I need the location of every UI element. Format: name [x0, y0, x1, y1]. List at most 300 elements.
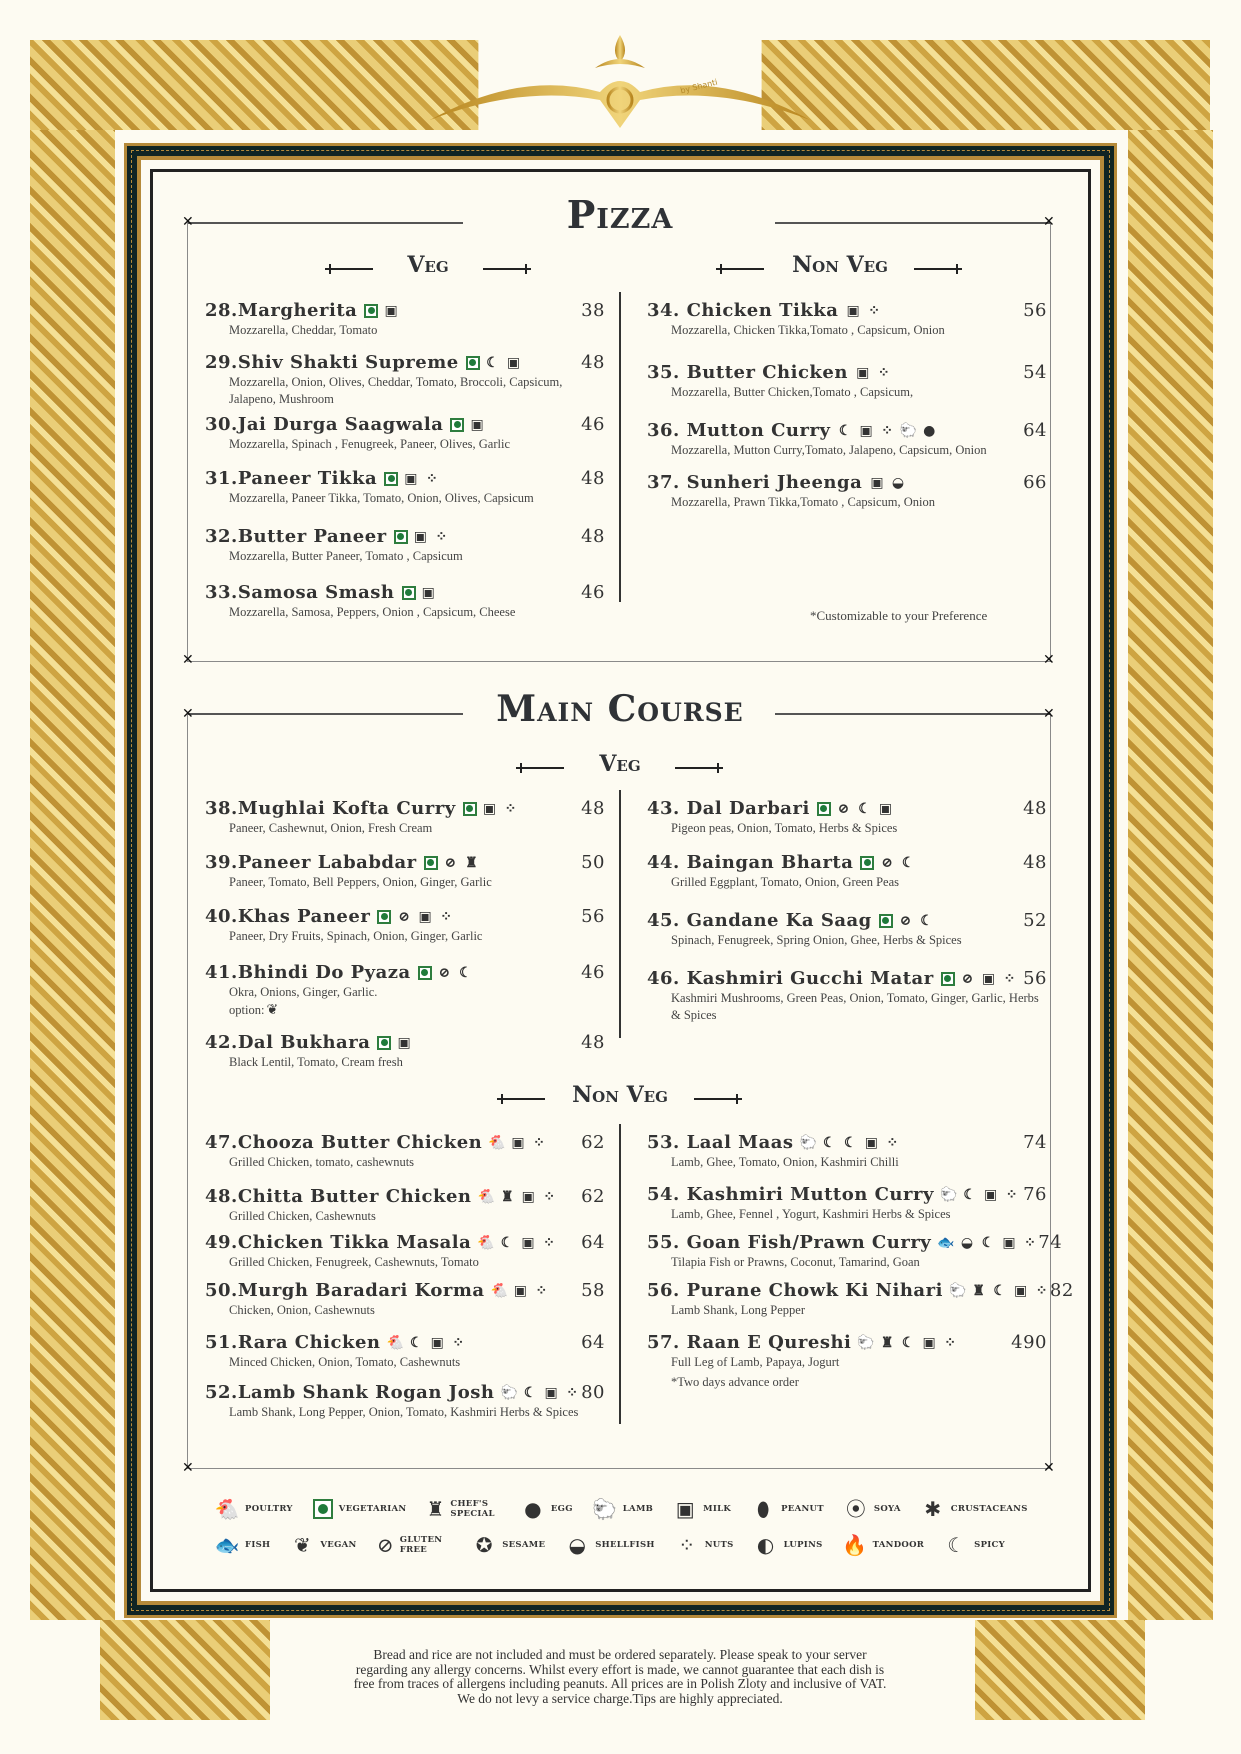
main-nonveg-heading: Non Veg: [572, 1082, 668, 1108]
legend-item-poultry: [215, 1497, 293, 1521]
milk-icon: ▣: [870, 474, 885, 491]
lamb-icon: 🐑: [948, 1282, 967, 1299]
nuts-icon: ⁘: [1003, 970, 1016, 987]
tandoor-icon: 🔥: [842, 1533, 868, 1557]
dietary-icons: [938, 1235, 1038, 1251]
footer-line: free from traces of allergens including peanuts. All prices are in Polish Zloty and inclusive of VAT.: [353, 1676, 887, 1691]
column-divider: [619, 292, 621, 602]
nuts-icon: ⁘: [566, 1384, 579, 1401]
dish-price: 490: [1011, 1332, 1047, 1353]
chef-icon: ♜: [465, 854, 479, 871]
legend-item-lupins: [754, 1533, 823, 1557]
menu-item: [205, 1132, 605, 1171]
dish-description: Full Leg of Lamb, Papaya, Jogurt: [671, 1355, 840, 1369]
menu-item: [647, 1132, 1047, 1171]
fish-icon: 🐟: [937, 1234, 956, 1251]
legend-item-soya: [844, 1497, 901, 1521]
dish-name: 45. Gandane Ka Saag: [647, 910, 872, 931]
legend-item-sesame: [472, 1533, 545, 1557]
dish-price: 56: [1023, 968, 1047, 989]
legend-label: LAMB: [622, 1504, 654, 1514]
menu-item: [647, 1232, 1063, 1271]
dietary-icons: [941, 1187, 1020, 1203]
corner-arrow-icon: ✕: [1043, 214, 1055, 230]
milk-icon: ▣: [981, 970, 996, 987]
menu-item: [205, 1382, 605, 1421]
divider-arrow: [716, 268, 764, 270]
menu-item: [647, 1332, 1047, 1391]
dietary-icons: [501, 1385, 580, 1401]
dietary-icons: [845, 303, 882, 319]
nuts-icon: ⁘: [535, 1282, 548, 1299]
dietary-icons: [492, 1283, 550, 1299]
dish-price: 46: [581, 414, 605, 435]
poultry-icon: 🐔: [214, 1497, 240, 1521]
legend-label: VEGETARIAN: [338, 1504, 407, 1514]
nuts-icon: ⁘: [1035, 1282, 1049, 1299]
soya-icon: ⦿: [845, 1497, 866, 1521]
dietary-icons: [879, 913, 935, 929]
legend-item-fish: [215, 1533, 270, 1557]
dish-name: 47.Chooza Butter Chicken: [205, 1132, 483, 1153]
dish-name: 46. Kashmiri Gucchi Matar: [647, 968, 934, 989]
veg-icon: [384, 472, 398, 486]
corner-arrow-icon: ✕: [182, 706, 194, 722]
dish-price: 48: [581, 526, 605, 547]
menu-item: [647, 798, 1047, 837]
dish-name: 39.Paneer Lababdar: [205, 852, 417, 873]
veg-icon: [377, 1036, 391, 1050]
gold-ornament-left: [30, 130, 115, 1620]
divider-arrow: [483, 268, 531, 270]
veg-icon: [377, 910, 391, 924]
milk-icon: ▣: [404, 470, 418, 487]
spicy-icon: ☾: [901, 854, 915, 871]
dish-price: 82: [1049, 1280, 1074, 1301]
lamb-icon: 🐑: [799, 1134, 818, 1151]
dietary-icons: [941, 971, 1018, 987]
legend-label: MILK: [703, 1504, 732, 1514]
dish-description: Lamb Shank, Long Pepper: [671, 1303, 806, 1317]
nuts-icon: ⁘: [435, 528, 448, 545]
column-divider: [619, 790, 621, 1038]
legend-item-vegan: [290, 1533, 356, 1557]
veg-icon: [463, 802, 477, 816]
dietary-icons: [855, 365, 892, 381]
menu-item: [205, 962, 605, 1019]
spicy-icon: ☾: [523, 1384, 537, 1401]
milk-icon: ▣: [544, 1384, 559, 1401]
dish-price: 74: [1023, 1132, 1047, 1153]
dish-name: 54. Kashmiri Mutton Curry: [647, 1184, 934, 1205]
legend-label: PEANUT: [781, 1504, 824, 1514]
spicy-icon: ☾: [963, 1186, 977, 1203]
menu-item: [205, 352, 605, 408]
legend-label: NUTS: [704, 1540, 734, 1550]
milk-icon: ▣: [413, 528, 428, 545]
dish-name: 34. Chicken Tikka: [647, 300, 839, 321]
dish-name: 43. Dal Darbari: [647, 798, 810, 819]
dish-price: 48: [581, 1032, 605, 1053]
dish-description: Mozzarella, Paneer Tikka, Tomato, Onion, Olives, Capsicum: [229, 491, 534, 505]
dish-price: 48: [581, 352, 605, 373]
dish-price: 80: [581, 1382, 605, 1403]
nuts-icon: ⁘: [1005, 1186, 1019, 1203]
legend-item-chef: [426, 1497, 500, 1521]
milk-icon: ▣: [922, 1334, 937, 1351]
legend-label: SOYA: [873, 1504, 901, 1514]
menu-item: [205, 1280, 605, 1319]
divider-arrow: [516, 767, 564, 769]
spicy-icon: ☾: [459, 964, 473, 981]
dish-description: Mozzarella, Spinach , Fenugreek, Paneer, Olives, Garlic: [229, 437, 510, 451]
dish-name: 31.Paneer Tikka: [205, 468, 378, 489]
legend-item-nuts: [675, 1533, 734, 1557]
nuts-icon: ⁘: [886, 1134, 899, 1151]
dish-name: 56. Purane Chowk Ki Nihari: [647, 1280, 943, 1301]
veg-icon: [418, 966, 432, 980]
menu-item: [647, 910, 1047, 949]
spicy-icon: ☾: [823, 1134, 837, 1151]
milk-icon: ▣: [430, 1334, 445, 1351]
footer-line: We do not levy a service charge.Tips are highly appreciated.: [457, 1690, 783, 1706]
gluten-free-icon: ⊘: [438, 964, 451, 981]
dietary-icons: [377, 909, 454, 925]
dietary-icons: [858, 1335, 958, 1351]
gluten-free-icon: ⊘: [398, 908, 411, 925]
dish-description: Paneer, Dry Fruits, Spinach, Onion, Ginger, Garlic: [229, 929, 483, 943]
dish-price: 62: [581, 1186, 605, 1207]
menu-item: [205, 526, 605, 565]
dish-price: 64: [1023, 420, 1047, 441]
spicy-icon: ☾: [947, 1533, 966, 1557]
egg-icon: ●: [923, 422, 936, 439]
dish-price: 52: [1023, 910, 1047, 931]
milk-icon: ▣: [1014, 1282, 1028, 1299]
dietary-icons: [450, 417, 485, 433]
gluten-free-icon: ⊘: [899, 912, 912, 929]
dietary-icons: [402, 585, 437, 601]
vegan-icon: ❦: [266, 1003, 279, 1018]
gold-ornament-right: [1128, 130, 1213, 1620]
dish-name: 32.Butter Paneer: [205, 526, 387, 547]
fish-icon: 🐟: [214, 1533, 240, 1557]
veg-icon: [466, 356, 480, 370]
dish-name: 36. Mutton Curry: [647, 420, 831, 441]
nuts-icon: ⁘: [452, 1334, 465, 1351]
spicy-icon: ☾: [486, 354, 500, 371]
legend-item-milk: [673, 1497, 731, 1521]
dish-name: 37. Sunheri Jheenga: [647, 472, 863, 493]
dish-description: Lamb, Ghee, Tomato, Onion, Kashmiri Chilli: [671, 1155, 899, 1169]
legend-label: VEGAN: [320, 1540, 357, 1550]
lamb-icon: 🐑: [939, 1186, 958, 1203]
chef-icon: ♜: [426, 1497, 445, 1521]
legend-label: LUPINS: [783, 1540, 823, 1550]
dietary-icons: [489, 1135, 547, 1151]
menu-item: [205, 798, 605, 837]
dish-description: Mozzarella, Cheddar, Tomato: [229, 323, 378, 337]
dietary-icons: [837, 423, 937, 439]
footer-line: regarding any allergy concerns. Whilst every effort is made, we cannot guarantee that each dish is: [355, 1661, 885, 1677]
menu-item: [205, 906, 605, 945]
dish-name: 41.Bhindi Do Pyaza: [205, 962, 411, 983]
dietary-icons: [388, 1335, 467, 1351]
dish-price: 64: [581, 1332, 605, 1353]
milk-icon: ▣: [675, 1497, 695, 1521]
gluten-free-icon: ⊘: [837, 800, 850, 817]
dietary-icons: [463, 801, 519, 817]
spicy-icon: ☾: [409, 1334, 424, 1351]
dish-note: *Two days advance order: [671, 1375, 799, 1389]
poultry-icon: 🐔: [488, 1134, 507, 1151]
legend-item-veg: [313, 1499, 407, 1519]
dish-description: Mozzarella, Chicken Tikka,Tomato , Capsicum, Onion: [671, 323, 945, 337]
legend-label: EGG: [550, 1504, 573, 1514]
dish-price: 58: [581, 1280, 605, 1301]
menu-item: [647, 420, 1047, 459]
dish-description: Lamb, Ghee, Fennel , Yogurt, Kashmiri Herbs & Spices: [671, 1207, 951, 1221]
dish-name: 35. Butter Chicken: [647, 362, 848, 383]
chef-icon: ♜: [880, 1334, 894, 1351]
dish-description: Mozzarella, Samosa, Peppers, Onion , Capsicum, Cheese: [229, 605, 516, 619]
milk-icon: ▣: [470, 416, 485, 433]
menu-item: [205, 582, 605, 621]
legend-label: POULTRY: [245, 1504, 293, 1514]
dish-description: Black Lentil, Tomato, Cream fresh: [229, 1055, 403, 1069]
veg-icon: [450, 418, 464, 432]
spicy-icon: ☾: [920, 912, 934, 929]
dish-price: 74: [1038, 1232, 1063, 1253]
milk-icon: ▣: [846, 302, 861, 319]
legend-item-peanut: [751, 1497, 824, 1521]
dish-name: 38.Mughlai Kofta Curry: [205, 798, 456, 819]
corner-arrow-icon: ✕: [1043, 1460, 1055, 1476]
dish-description: Paneer, Tomato, Bell Peppers, Onion, Ginger, Garlic: [229, 875, 492, 889]
dish-price: 48: [581, 468, 605, 489]
dish-price: 46: [581, 962, 605, 983]
milk-icon: ▣: [878, 800, 893, 817]
dish-name: 51.Rara Chicken: [205, 1332, 381, 1353]
spicy-icon: ☾: [500, 1234, 514, 1251]
milk-icon: ▣: [506, 354, 521, 371]
poultry-icon: 🐔: [490, 1282, 509, 1299]
legend-item-shellfish: [565, 1533, 654, 1557]
dish-name: 40.Khas Paneer: [205, 906, 371, 927]
legend-item-egg: [521, 1497, 573, 1521]
dish-name: 42.Dal Bukhara: [205, 1032, 371, 1053]
poultry-icon: 🐔: [386, 1334, 405, 1351]
veg-icon: [402, 586, 416, 600]
menu-item: [647, 1280, 1074, 1319]
milk-icon: ▣: [418, 908, 433, 925]
corner-arrow-icon: ✕: [1043, 706, 1055, 722]
lamb-icon: 🐑: [857, 1334, 876, 1351]
customizable-note: *Customizable to your Preference: [810, 608, 988, 623]
dish-price: 76: [1023, 1184, 1047, 1205]
gluten-free-icon: ⊘: [376, 1533, 394, 1557]
menu-item: [205, 1186, 605, 1225]
column-divider: [619, 1124, 621, 1424]
lupins-icon: ◐: [756, 1533, 775, 1557]
divider-arrow: [675, 767, 723, 769]
menu-item: [205, 1332, 605, 1371]
menu-item: [647, 362, 1047, 401]
dish-name: 57. Raan E Qureshi: [647, 1332, 852, 1353]
menu-item: [205, 300, 605, 339]
milk-icon: ▣: [513, 1282, 528, 1299]
corner-arrow-icon: ✕: [1043, 652, 1055, 668]
nuts-icon: ⁘: [533, 1134, 546, 1151]
dish-description: Grilled Eggplant, Tomato, Onion, Green Peas: [671, 875, 900, 889]
legend-item-gluten-free: [377, 1533, 453, 1557]
milk-icon: ▣: [1002, 1234, 1017, 1251]
corner-arrow-icon: ✕: [182, 214, 194, 230]
dietary-icons: [466, 355, 522, 371]
dish-description: Grilled Chicken, Fenugreek, Cashewnuts, Tomato: [229, 1255, 479, 1269]
dietary-icons: [478, 1235, 557, 1251]
dish-description: Mozzarella, Onion, Olives, Cheddar, Tomato, Broccoli, Capsicum, Jalapeno, Mushroom: [229, 375, 563, 406]
menu-item: [205, 1232, 605, 1271]
dietary-icons: [364, 303, 399, 319]
poultry-icon: 🐔: [477, 1234, 496, 1251]
dietary-icons: [860, 855, 916, 871]
nuts-icon: ⁘: [881, 422, 894, 439]
nuts-icon: ⁘: [868, 302, 881, 319]
spicy-icon: ☾: [844, 1134, 858, 1151]
dish-description: Spinach, Fenugreek, Spring Onion, Ghee, Herbs & Spices: [671, 933, 962, 947]
main-course-title: Main Course: [496, 688, 744, 730]
corner-arrow-icon: ✕: [182, 1460, 194, 1476]
veg-icon: [424, 856, 438, 870]
divider-arrow: [497, 1098, 545, 1100]
milk-icon: ▣: [521, 1234, 536, 1251]
menu-item: [647, 472, 1047, 511]
dish-price: 66: [1023, 472, 1047, 493]
spicy-icon: ☾: [838, 422, 852, 439]
dish-name: 49.Chicken Tikka Masala: [205, 1232, 472, 1253]
milk-icon: ▣: [384, 302, 399, 319]
dietary-icons: [418, 965, 474, 981]
pizza-title: Pizza: [566, 192, 674, 237]
veg-icon: [879, 914, 893, 928]
dish-description: Kashmiri Mushrooms, Green Peas, Onion, Tomato, Ginger, Garlic, Herbs & Spices: [671, 991, 1039, 1022]
dish-price: 48: [1023, 852, 1047, 873]
dish-price: 38: [581, 300, 605, 321]
nuts-icon: ⁘: [1024, 1234, 1037, 1251]
dietary-icons: [801, 1135, 901, 1151]
dietary-icons: [869, 475, 906, 491]
shellfish-icon: ◒: [568, 1533, 586, 1557]
main-veg-heading: Veg: [599, 751, 641, 777]
milk-icon: ▣: [511, 1134, 526, 1151]
crustaceans-icon: ✱: [924, 1497, 942, 1521]
legend-label: TANDOOR: [872, 1540, 925, 1550]
nuts-icon: ⁘: [543, 1234, 556, 1251]
dietary-icons: [377, 1035, 412, 1051]
dish-price: 48: [581, 798, 605, 819]
dish-description: Mozzarella, Mutton Curry,Tomato, Jalapeno, Capsicum, Onion: [671, 443, 987, 457]
dish-option: [229, 1002, 605, 1019]
gluten-free-icon: ⊘: [881, 854, 894, 871]
menu-item: [205, 414, 605, 453]
dietary-icons: [424, 855, 480, 871]
sesame-icon: ✪: [475, 1533, 493, 1557]
veg-icon: [364, 304, 378, 318]
dish-price: 54: [1023, 362, 1047, 383]
milk-icon: ▣: [421, 584, 436, 601]
legend-label: FISH: [245, 1540, 271, 1550]
legend-item-tandoor: [843, 1533, 925, 1557]
dietary-icons: [394, 529, 450, 545]
menu-item: [205, 1032, 605, 1071]
dietary-icons: [478, 1189, 557, 1205]
egg-icon: ●: [524, 1497, 542, 1521]
chef-icon: ♜: [972, 1282, 986, 1299]
dish-description: Okra, Onions, Ginger, Garlic.: [229, 985, 378, 999]
spicy-icon: ☾: [981, 1234, 995, 1251]
menu-item: [647, 1184, 1047, 1223]
menu-item: [205, 468, 605, 507]
menu-item: [647, 968, 1047, 1024]
dish-price: 48: [1023, 798, 1047, 819]
footer-disclaimer: [270, 1648, 970, 1706]
dish-description: Paneer, Cashewnut, Onion, Fresh Cream: [229, 821, 433, 835]
nuts-icon: ⁘: [678, 1533, 696, 1557]
dish-name: 50.Murgh Baradari Korma: [205, 1280, 485, 1301]
milk-icon: ▣: [859, 422, 874, 439]
nuts-icon: ⁘: [877, 364, 891, 381]
dish-name: 52.Lamb Shank Rogan Josh: [205, 1382, 495, 1403]
milk-icon: ▣: [521, 1188, 536, 1205]
legend-item-lamb: [593, 1497, 653, 1521]
milk-icon: ▣: [397, 1034, 412, 1051]
milk-icon: ▣: [482, 800, 497, 817]
milk-icon: ▣: [864, 1134, 879, 1151]
dish-name: 48.Chitta Butter Chicken: [205, 1186, 472, 1207]
dish-price: 64: [581, 1232, 605, 1253]
milk-icon: ▣: [856, 364, 870, 381]
veg-icon: [941, 972, 955, 986]
dish-description: Grilled Chicken, Cashewnuts: [229, 1209, 376, 1223]
dish-name: 29.Shiv Shakti Supreme: [205, 352, 459, 373]
dish-name: 28.Margherita: [205, 300, 358, 321]
crest-caption: by Shanti: [679, 77, 719, 96]
dietary-icons: [950, 1283, 1050, 1299]
legend-item-spicy: [944, 1533, 1005, 1557]
gluten-free-icon: ⊘: [961, 970, 974, 987]
divider-arrow: [325, 268, 373, 270]
dish-name: 33.Samosa Smash: [205, 582, 395, 603]
dish-name: 30.Jai Durga Saagwala: [205, 414, 444, 435]
corner-arrow-icon: ✕: [182, 652, 194, 668]
gold-ornament-bottom-left: [100, 1620, 270, 1720]
chef-icon: ♜: [500, 1188, 515, 1205]
poultry-icon: 🐔: [477, 1188, 496, 1205]
allergen-legend-row-2: [215, 1533, 1025, 1557]
dish-description: Grilled Chicken, tomato, cashewnuts: [229, 1155, 415, 1169]
legend-label: GLUTEN FREE: [399, 1535, 443, 1555]
dish-description: Chicken, Onion, Cashewnuts: [229, 1303, 375, 1317]
dietary-icons: [817, 801, 894, 817]
legend-label: SPICY: [974, 1540, 1005, 1550]
lamb-icon: 🐑: [592, 1497, 618, 1521]
dish-description: Minced Chicken, Onion, Tomato, Cashewnuts: [229, 1355, 461, 1369]
nuts-icon: ⁘: [543, 1188, 556, 1205]
legend-label: CRUSTACEANS: [950, 1504, 1028, 1514]
footer-line: Bread and rice are not included and must be ordered separately. Please speak to your server: [373, 1647, 867, 1662]
menu-item: [205, 852, 605, 891]
